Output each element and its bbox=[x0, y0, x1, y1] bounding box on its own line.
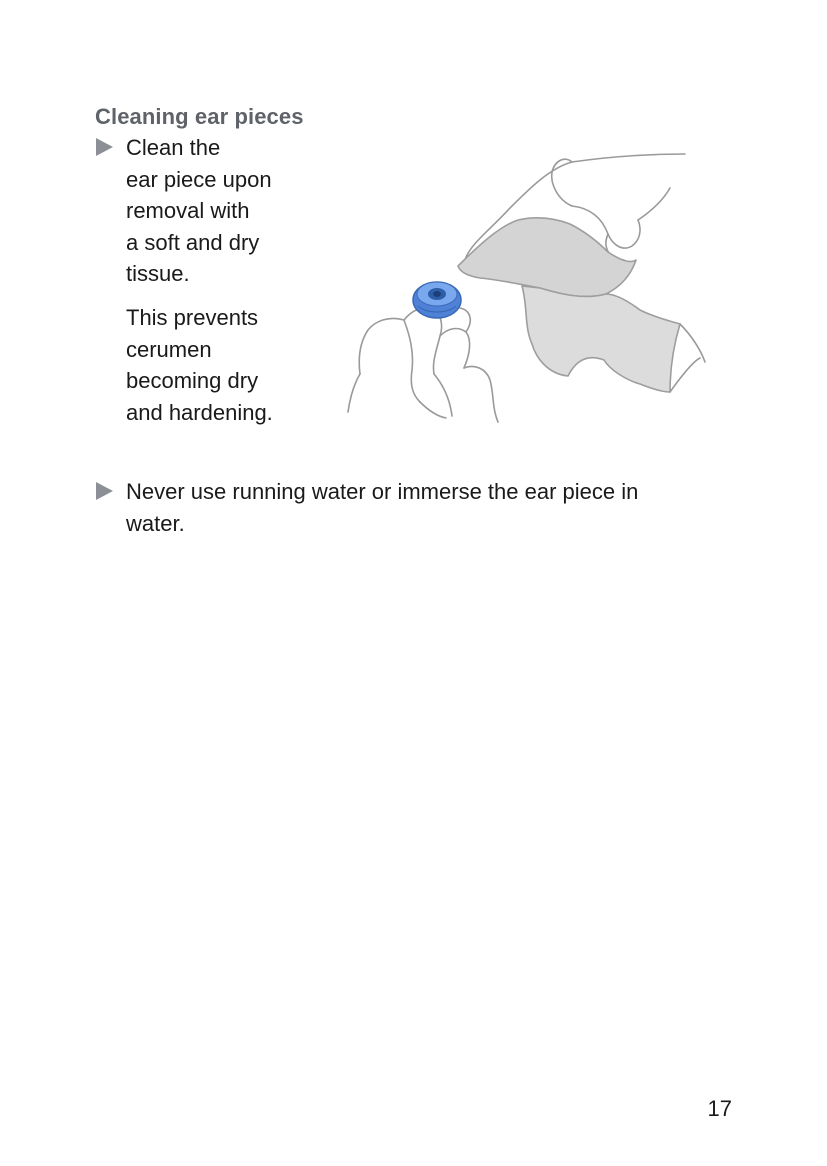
bullet-triangle-icon bbox=[95, 132, 126, 290]
bullet-triangle-icon bbox=[95, 476, 126, 539]
bullet-clean-ear-piece bbox=[95, 132, 272, 290]
tissue-top bbox=[458, 218, 636, 297]
bullet-text bbox=[126, 476, 638, 539]
bullet-text bbox=[126, 132, 272, 290]
text-line: This prevents bbox=[126, 305, 259, 330]
ear-piece-icon bbox=[413, 282, 461, 318]
hands-cleaning-ear-piece-illustration bbox=[340, 148, 710, 428]
tissue-hanging bbox=[522, 286, 680, 392]
text-line: cerumen bbox=[126, 336, 212, 362]
page-number: 17 bbox=[707, 1096, 732, 1121]
section-heading: Cleaning ear pieces bbox=[95, 104, 304, 129]
text-line: Clean the bbox=[126, 135, 221, 160]
text-line: a soft and dry bbox=[126, 229, 260, 255]
text-line: ear piece upon bbox=[126, 166, 272, 192]
text-line: and hardening. bbox=[126, 399, 273, 425]
text-line: Never use running water or immerse the ear piece in bbox=[126, 479, 639, 504]
explanation-note bbox=[126, 302, 273, 428]
bullet-no-water bbox=[95, 476, 745, 539]
left-hand-outline bbox=[359, 308, 432, 375]
text-line: removal with bbox=[126, 198, 250, 223]
text-line: water. bbox=[126, 510, 185, 536]
text-line: becoming dry bbox=[126, 368, 259, 393]
text-line: tissue. bbox=[126, 261, 190, 286]
